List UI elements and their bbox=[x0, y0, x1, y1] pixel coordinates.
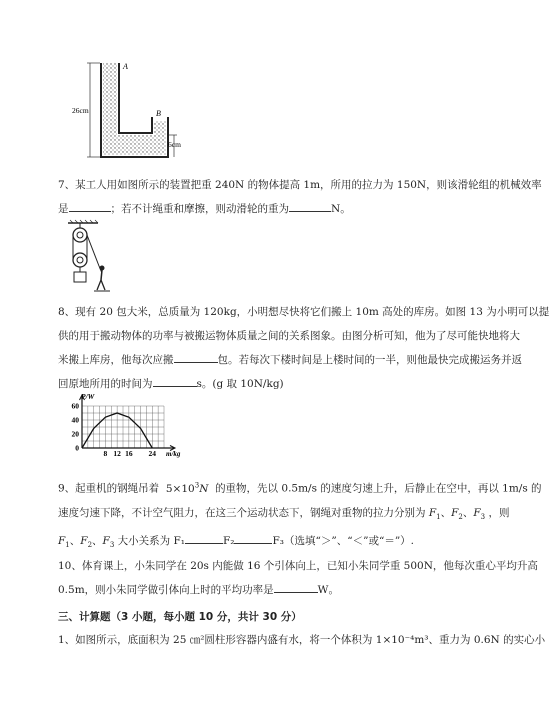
q7-blank-pulley-weight[interactable] bbox=[289, 199, 331, 212]
q9-weight: $5\times 10^3N$ bbox=[165, 481, 209, 495]
q9-line1: 9、起重机的钢绳吊着 $5\times 10^3N$ 的重物，先以 0.5m/s 的速度匀速上升，后静止在空中，再以 1m/s 的 bbox=[58, 481, 542, 495]
q9-line3: $F_1$、$F_2$、$F_3$ 大小关系为 F₁ F₂ F₃（选填“＞”、“＜”或“＝”）. bbox=[58, 529, 473, 557]
x-tick-label: 12 bbox=[113, 449, 121, 458]
q7-line2: 是 ；若不计绳重和摩擦，则动滑轮的重为 N。 bbox=[58, 197, 473, 221]
q8-blank-time[interactable] bbox=[153, 374, 197, 387]
y-tick-label: 0 bbox=[75, 443, 79, 453]
movable-pulley bbox=[73, 253, 87, 267]
height-right-label: 6cm bbox=[168, 140, 181, 149]
q7-blank-efficiency[interactable] bbox=[69, 199, 111, 212]
q8-line1: 8、现有 20 包大米，总质量为 120kg，小明想尽快将它们搬上 10m 高处的库房。如图 13 为小明可以提 bbox=[58, 306, 549, 318]
q9-line2: 速度匀速下降，不计空气阻力，在这三个运动状态下，钢绳对重物的拉力分别为 $F_1$、$F_2$、$F_3$ ，则 bbox=[58, 506, 510, 521]
label-b: B bbox=[156, 109, 161, 118]
container-figure bbox=[70, 55, 185, 170]
calc1-line1: 1、如图所示，底面积为 25 ㎝²圆柱形容器内盛有水，将一个体积为 1×10⁻⁴m³、重力为 0.6N 的实心小 bbox=[58, 634, 546, 646]
q10-line1: 10、体育课上，小朱同学在 20s 内能做 16 个引体向上，已知小朱同学重 500N，他每次重心平均升高 bbox=[58, 560, 538, 572]
pulley-figure bbox=[66, 220, 116, 292]
question-10 bbox=[58, 554, 538, 602]
y-tick-label: 20 bbox=[71, 429, 79, 439]
weight-block bbox=[74, 272, 86, 282]
question-8 bbox=[58, 300, 549, 396]
height-left-label: 26cm bbox=[72, 106, 89, 115]
section-3-title: 三、计算题（3 小题，每小题 10 分，共计 30 分） bbox=[58, 611, 302, 623]
y-tick-label: 40 bbox=[71, 415, 79, 425]
x-axis-label: m/kg bbox=[166, 450, 181, 458]
calc-question-1 bbox=[58, 628, 546, 652]
q8-line3: 米搬上库房，他每次应搬 包。若每次下楼时间是上楼时间的一半，则他最快完成搬运务并返 bbox=[58, 348, 473, 372]
question-9 bbox=[58, 473, 542, 557]
q9-blank-1[interactable] bbox=[185, 531, 223, 544]
q8-line4: 回原地所用的时间为 s。(g 取 10N/kg) bbox=[58, 372, 473, 396]
x-tick-label: 24 bbox=[148, 449, 157, 458]
q10-line2: 0.5m，则小朱同学做引体向上时的平均功率是 W。 bbox=[58, 578, 473, 602]
label-a: A bbox=[123, 62, 128, 71]
x-tick-label: 16 bbox=[125, 449, 133, 458]
q10-blank-power[interactable] bbox=[274, 580, 318, 593]
y-tick-label: 60 bbox=[71, 401, 79, 411]
q9-blank-2[interactable] bbox=[234, 531, 272, 544]
x-tick-label: 8 bbox=[103, 449, 108, 458]
q7-line1: 7、某工人用如图所示的装置把重 240N 的物体提高 1m，所用的拉力为 150N，则该滑轮组的机械效率 bbox=[58, 179, 542, 191]
y-axis-label: P/W bbox=[81, 392, 95, 401]
question-7 bbox=[58, 173, 542, 221]
q8-blank-bags[interactable] bbox=[174, 350, 218, 363]
q8-line2: 供的用于搬动物体的功率与被搬运物体质量之间的关系图象。由图分析可知，他为了尽可能快地将大 bbox=[58, 330, 520, 342]
container-inner-wall bbox=[119, 63, 152, 133]
power-mass-chart bbox=[62, 392, 182, 458]
fixed-pulley bbox=[73, 228, 87, 242]
